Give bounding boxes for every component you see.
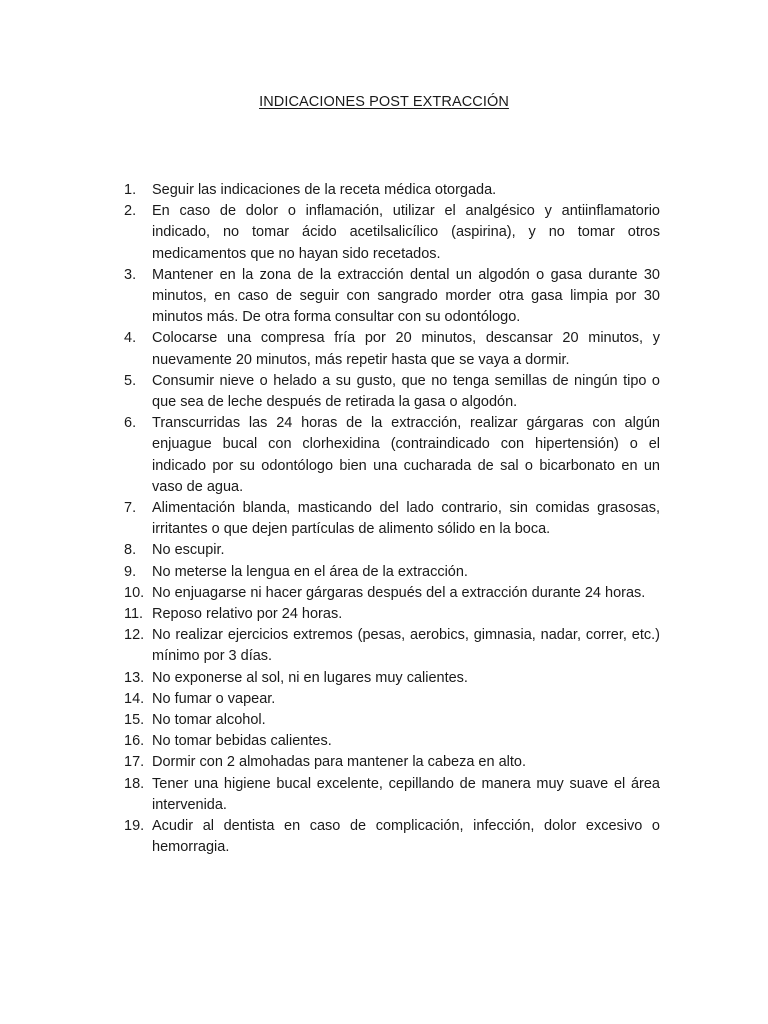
instructions-list xyxy=(124,180,660,859)
list-item xyxy=(124,731,660,752)
list-item xyxy=(124,816,660,858)
item-number: 8. xyxy=(124,542,137,559)
item-text: Alimentación blanda, masticando del lado contrario, sin comidas grasosas, irritantes o que dejen partículas de alimento sólido en la boca. xyxy=(152,500,660,538)
list-item xyxy=(124,689,660,710)
item-text: No realizar ejercicios extremos (pesas, aerobics, gimnasia, nadar, correr, etc.) mínimo por 3 días. xyxy=(152,627,660,665)
item-number: 19. xyxy=(124,818,145,835)
item-number: 4. xyxy=(124,330,137,347)
list-item xyxy=(124,328,660,370)
document-title xyxy=(0,92,768,112)
item-text: Consumir nieve o helado a su gusto, que no tenga semillas de ningún tipo o que sea de leche después de retirada la gasa o algodón. xyxy=(152,372,660,411)
item-text: Acudir al dentista en caso de complicación, infección, dolor excesivo o hemorragia. xyxy=(152,818,660,856)
item-number: 1. xyxy=(124,182,137,198)
item-text: No meterse la lengua en el área de la extracción. xyxy=(152,563,468,580)
list-item xyxy=(124,625,660,667)
list-item xyxy=(124,604,660,625)
list-item xyxy=(124,540,660,561)
list-item xyxy=(124,371,660,413)
item-number: 11. xyxy=(124,606,144,623)
item-number: 10. xyxy=(124,584,145,601)
item-text: Colocarse una compresa fría por 20 minutos, descansar 20 minutos, y nuevamente 20 minutos, más repetir hasta que se vaya a dormir. xyxy=(152,330,660,368)
list-item xyxy=(124,265,660,329)
item-number: 7. xyxy=(124,500,137,517)
item-number: 13. xyxy=(124,669,145,686)
item-number: 15. xyxy=(124,712,145,729)
document-title-text: INDICACIONES POST EXTRACCIÓN xyxy=(259,94,509,110)
item-text: No tomar bebidas calientes. xyxy=(152,733,332,750)
list-item xyxy=(124,774,660,816)
item-text: No escupir. xyxy=(152,542,225,559)
list-item xyxy=(124,752,660,773)
item-number: 16. xyxy=(124,733,145,750)
item-number: 6. xyxy=(124,415,137,432)
list-item xyxy=(124,562,660,583)
item-text: No exponerse al sol, ni en lugares muy calientes. xyxy=(152,669,468,686)
item-number: 3. xyxy=(124,266,137,283)
list-item xyxy=(124,498,660,540)
item-number: 2. xyxy=(124,203,137,220)
item-text: Seguir las indicaciones de la receta médica otorgada. xyxy=(152,182,497,198)
item-text: Tener una higiene bucal excelente, cepillando de manera muy suave el área intervenida. xyxy=(152,775,660,813)
item-text: Transcurridas las 24 horas de la extracción, realizar gárgaras con algún enjuague bucal con clorhexidina (contraindicado con hipertensión) o el indicado por su odontólogo bien una cucharada de sal o bicarbonato en un vaso de agua. xyxy=(152,415,660,495)
item-number: 18. xyxy=(124,775,145,792)
list-item xyxy=(124,201,660,265)
list-item xyxy=(124,180,660,201)
item-text: En caso de dolor o inflamación, utilizar el analgésico y antiinflamatorio indicado, no tomar ácido acetilsalicílico (aspirina), y no tomar otros medicamentos que no hayan sido recetados. xyxy=(152,203,660,262)
item-number: 5. xyxy=(124,372,137,389)
item-text: Reposo relativo por 24 horas. xyxy=(152,606,343,623)
item-text: Mantener en la zona de la extracción dental un algodón o gasa durante 30 minutos, en caso de seguir con sangrado morder otra gasa limpia por 30 minutos más. De otra forma consultar con su odontólogo. xyxy=(152,266,660,326)
list-item xyxy=(124,668,660,689)
item-text: No tomar alcohol. xyxy=(152,712,266,729)
item-text: Dormir con 2 almohadas para mantener la cabeza en alto. xyxy=(152,754,526,771)
item-text: No enjuagarse ni hacer gárgaras después del a extracción durante 24 horas. xyxy=(152,584,646,601)
item-number: 9. xyxy=(124,563,137,580)
item-text: No fumar o vapear. xyxy=(152,690,276,707)
item-number: 17. xyxy=(124,754,145,771)
list-item xyxy=(124,413,660,498)
item-number: 12. xyxy=(124,627,145,644)
item-number: 14. xyxy=(124,690,145,707)
list-item xyxy=(124,710,660,731)
list-item xyxy=(124,583,660,604)
